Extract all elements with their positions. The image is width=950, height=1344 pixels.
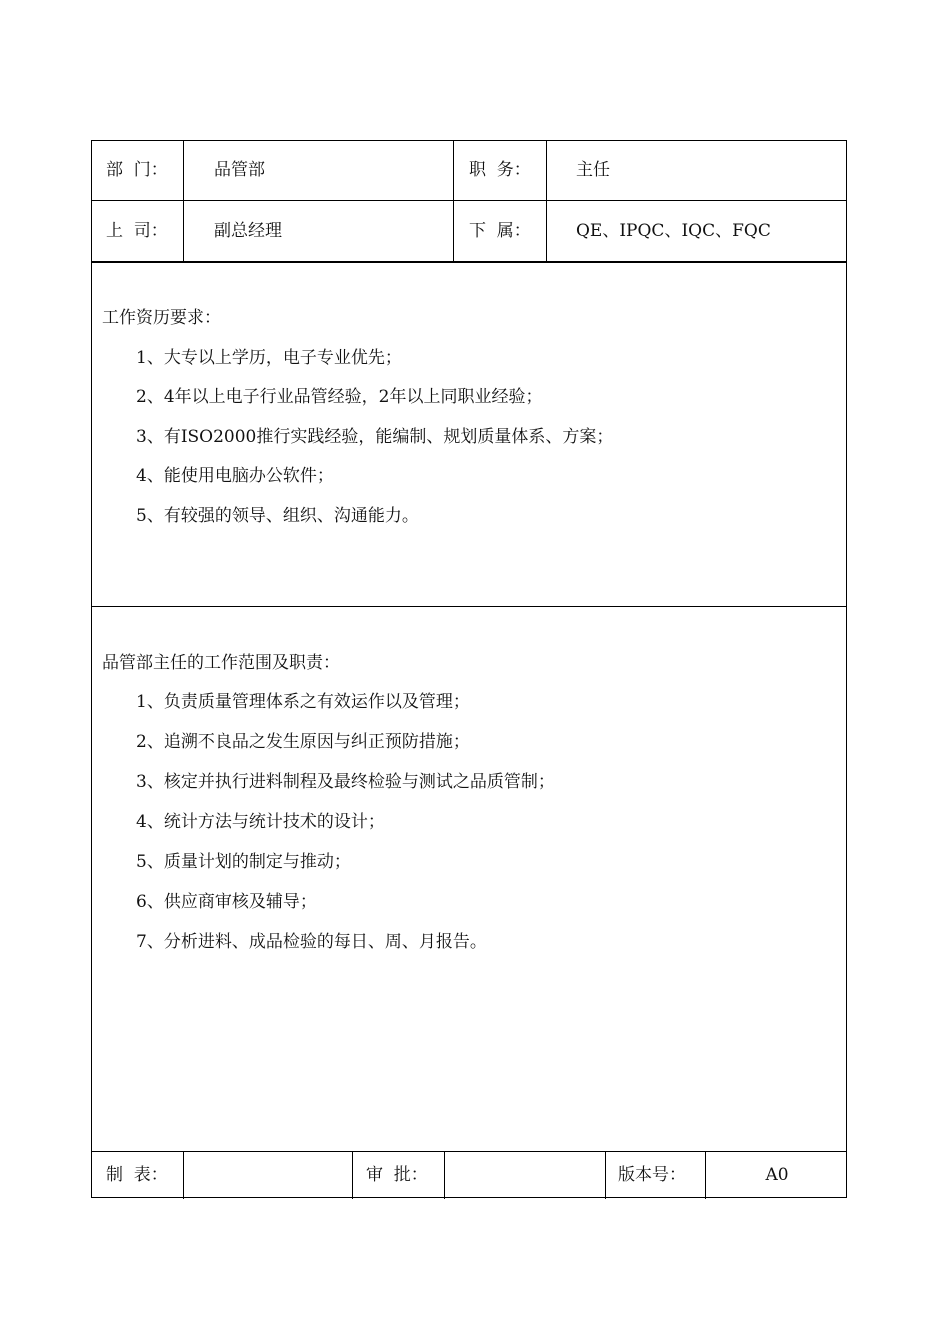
header-col-divider-2	[453, 141, 454, 262]
responsibility-item: 4、统计方法与统计技术的设计；	[136, 812, 385, 832]
responsibility-item: 2、追溯不良品之发生原因与纠正预防措施；	[136, 732, 470, 752]
header-col-divider-1	[183, 141, 184, 262]
responsibilities-title: 品管部主任的工作范围及职责：	[102, 653, 340, 673]
prepared-by-label: 制 表：	[106, 1165, 168, 1185]
requirement-item: 2、4年以上电子行业品管经验，2年以上同职业经验；	[136, 387, 543, 407]
row-divider-2	[92, 261, 846, 263]
requirement-item: 4、能使用电脑办公软件；	[136, 466, 334, 486]
section-divider	[92, 606, 846, 607]
footer-col-divider-2	[352, 1151, 353, 1199]
responsibility-item: 3、核定并执行进料制程及最终检验与测试之品质管制；	[136, 772, 555, 792]
requirement-item: 3、有ISO2000推行实践经验，能编制、规划质量体系、方案；	[136, 427, 614, 447]
header-col-divider-3	[546, 141, 547, 262]
subordinate-label: 下 属：	[469, 220, 531, 241]
requirements-title: 工作资历要求：	[102, 308, 221, 328]
responsibility-item: 1、负责质量管理体系之有效运作以及管理；	[136, 692, 470, 712]
job-description-form	[91, 140, 847, 1198]
subordinate-value: QE、IPQC、IQC、FQC	[576, 220, 771, 241]
responsibility-item: 6、供应商审核及辅导；	[136, 892, 317, 912]
responsibility-item: 7、分析进料、成品检验的每日、周、月报告。	[136, 932, 487, 952]
department-value: 品管部	[214, 160, 265, 180]
approved-by-field[interactable]	[445, 1152, 605, 1199]
position-label: 职 务：	[469, 160, 531, 180]
responsibility-item: 5、质量计划的制定与推动；	[136, 852, 351, 872]
superior-label: 上 司：	[106, 220, 168, 241]
footer-col-divider-4	[605, 1151, 606, 1199]
version-label: 版本号：	[618, 1165, 686, 1185]
superior-value: 副总经理	[214, 220, 282, 241]
prepared-by-field[interactable]	[184, 1152, 352, 1199]
department-label: 部 门：	[106, 160, 168, 180]
approved-by-label: 审 批：	[366, 1165, 428, 1185]
requirement-item: 1、大专以上学历，电子专业优先；	[136, 348, 402, 368]
requirement-item: 5、有较强的领导、组织、沟通能力。	[136, 506, 419, 526]
version-value: A0	[765, 1165, 789, 1185]
position-value: 主任	[576, 160, 610, 180]
